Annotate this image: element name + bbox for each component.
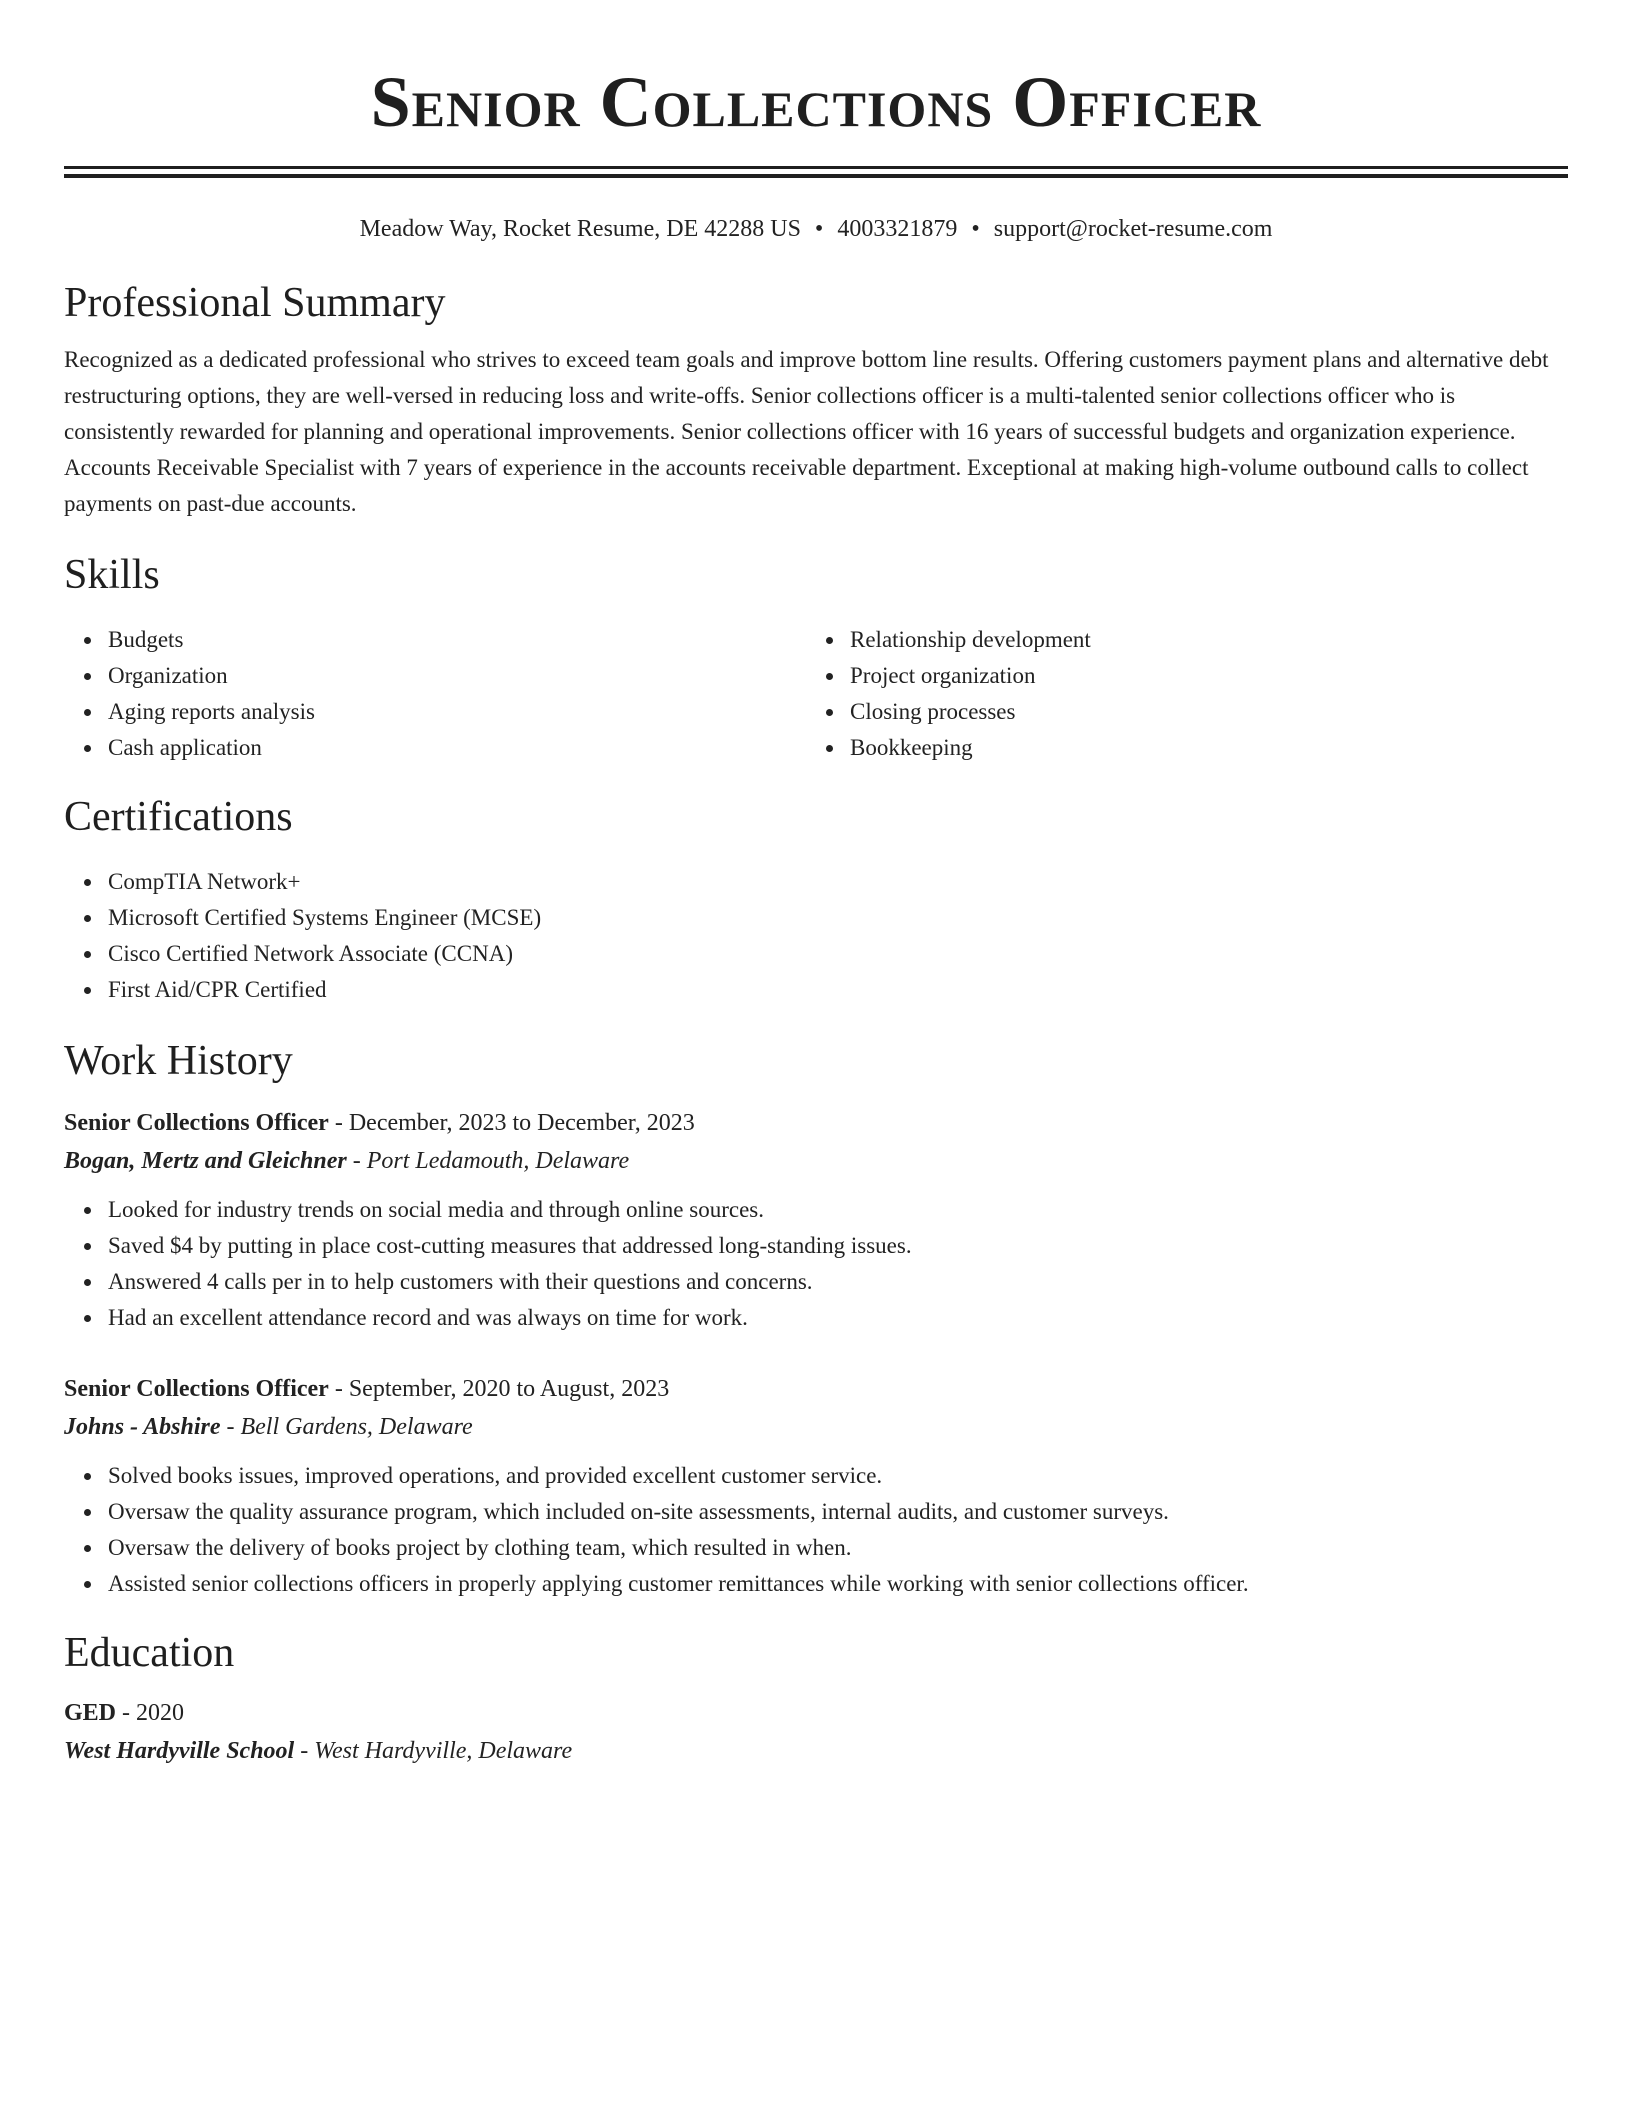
job-duty-item: Answered 4 calls per in to help customers with their questions and concerns. [108,1264,1568,1300]
skill-item: Relationship development [850,622,1548,658]
skill-item: Budgets [108,622,806,658]
job-header [64,1370,1568,1408]
education-entry [64,1694,1568,1770]
certification-item: First Aid/CPR Certified [108,972,1568,1008]
skills-heading: Skills [64,552,160,598]
job-duties [64,1192,1568,1336]
job-duty-item: Oversaw the delivery of books project by clothing team, which resulted in when. [108,1530,1568,1566]
job-location: - Port Ledamouth, Delaware [346,1148,630,1174]
job-header [64,1104,1568,1142]
certifications-list [64,864,1568,1008]
skills-column-left [64,622,806,766]
job-dates: - September, 2020 to August, 2023 [328,1376,670,1402]
skill-item: Bookkeeping [850,730,1548,766]
job-company: Johns - Abshire [64,1414,221,1440]
skill-item: Aging reports analysis [108,694,806,730]
job-duty-item: Assisted senior collections officers in properly applying customer remittances while working with senior collections officer. [108,1566,1568,1602]
job-title: Senior Collections Officer [64,1376,329,1402]
contact-line [64,214,1568,244]
job-title: Senior Collections Officer [64,1110,329,1136]
education-location: - West Hardyville, Delaware [294,1738,573,1764]
job-entry [64,1104,1568,1336]
contact-separator: • [971,216,980,242]
skills-list [64,622,1568,766]
job-company: Bogan, Mertz and Gleichner [64,1148,347,1174]
job-duty-item: Had an excellent attendance record and was always on time for work. [108,1300,1568,1336]
certification-item: Microsoft Certified Systems Engineer (MCSE) [108,900,1568,936]
contact-phone: 4003321879 [837,216,958,242]
education-degree-line [64,1694,1568,1732]
skill-item: Cash application [108,730,806,766]
job-employer [64,1142,1568,1180]
contact-address: Meadow Way, Rocket Resume, DE 42288 US [359,216,801,242]
skills-column-right [806,622,1548,766]
resume-title: Senior Collections Officer [370,62,1262,142]
title-divider-bottom [64,174,1568,178]
job-entry [64,1370,1568,1602]
job-duty-item: Oversaw the quality assurance program, which included on-site assessments, internal audits, and customer surveys. [108,1494,1568,1530]
skill-item: Project organization [850,658,1548,694]
job-duty-item: Solved books issues, improved operations, and provided excellent customer service. [108,1458,1568,1494]
work-history-heading: Work History [64,1038,293,1084]
contact-email: support@rocket-resume.com [993,216,1273,242]
education-school: West Hardyville School [64,1738,295,1764]
title-divider-top [64,166,1568,169]
resume-page [64,0,1568,1770]
job-location: - Bell Gardens, Delaware [220,1414,473,1440]
contact-separator: • [814,216,824,242]
education-degree: GED [64,1700,117,1726]
education-school-line [64,1732,1568,1770]
certification-item: Cisco Certified Network Associate (CCNA) [108,936,1568,972]
certification-item: CompTIA Network+ [108,864,1568,900]
skill-item: Organization [108,658,806,694]
education-year: - 2020 [116,1700,185,1726]
certifications-heading: Certifications [64,794,293,840]
job-duty-item: Saved $4 by putting in place cost-cutting measures that addressed long-standing issues. [108,1228,1568,1264]
job-duties [64,1458,1568,1602]
job-employer [64,1408,1568,1446]
education-heading: Education [64,1630,235,1676]
job-duty-item: Looked for industry trends on social media and through online sources. [108,1192,1568,1228]
skill-item: Closing processes [850,694,1548,730]
summary-text: Recognized as a dedicated professional who strives to exceed team goals and improve bottom line results. Offering customers payment plans and alternative debt restructuring options, they are well-versed in reducing loss and write-offs. Senior collections officer is a multi-talented senior collections officer who is consistently rewarded for planning and operational improvements. Senior collections officer with 16 years of successful budgets and organization experience. Accounts Receivable Specialist with 7 years of experience in the accounts receivable department. Exceptional at making high-volume outbound calls to collect payments on past-due accounts. [64,347,1549,516]
job-dates: - December, 2023 to December, 2023 [328,1110,695,1136]
summary-heading: Professional Summary [64,280,446,326]
